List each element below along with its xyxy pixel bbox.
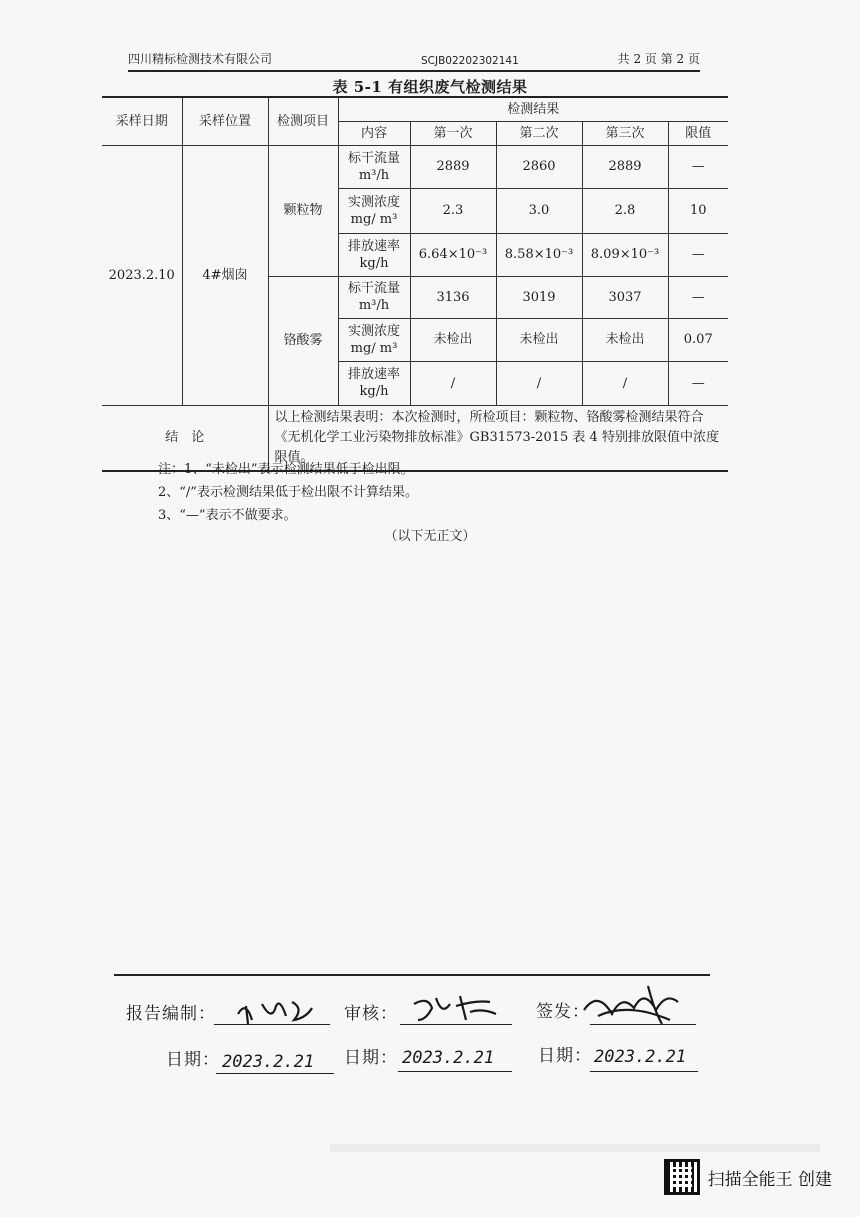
param-cell — [338, 276, 410, 318]
header-limit: 限值 — [668, 121, 728, 145]
header-results: 检测结果 — [338, 97, 728, 121]
limit-cell: 0.07 — [668, 318, 728, 361]
param-unit: mg/ m³ — [350, 340, 398, 356]
date-line-1 — [216, 1073, 334, 1074]
value-cell: 2.3 — [410, 188, 496, 233]
notes — [158, 458, 418, 527]
param-unit: m³/h — [358, 298, 390, 313]
note-2: 2、“/”表示检测结果低于检出限不计算结果。 — [158, 485, 418, 500]
results-table — [102, 96, 728, 472]
param-cell — [338, 233, 410, 276]
end-of-text: （以下无正文） — [384, 529, 476, 544]
param-cell — [338, 318, 410, 361]
param-unit: kg/h — [359, 255, 389, 271]
header-first: 第一次 — [410, 121, 496, 145]
param-name: 排放速率 — [347, 238, 400, 254]
limit-cell: — — [668, 361, 728, 405]
scanner-footer — [664, 1159, 832, 1195]
limit-cell: 10 — [668, 188, 728, 233]
value-cell: 8.09×10⁻³ — [582, 233, 668, 276]
page-indicator: 共 2 页 第 2 页 — [617, 52, 700, 66]
sampling-date: 2023.2.10 — [102, 145, 182, 405]
conclusion-label: 结 论 — [102, 405, 268, 471]
date-value-3: 2023.2.21 — [594, 1047, 687, 1067]
param-name: 标干流量 — [347, 150, 400, 166]
date-label-3: 日期： — [538, 1046, 592, 1066]
value-cell: 2889 — [410, 145, 496, 188]
param-name: 实测浓度 — [347, 194, 400, 210]
limit-cell: — — [668, 145, 728, 188]
table-row — [102, 145, 728, 188]
value-cell: 3019 — [496, 276, 582, 318]
signature-divider — [114, 974, 710, 976]
date-value-1: 2023.2.21 — [222, 1052, 315, 1072]
value-cell: / — [496, 361, 582, 405]
table-header-row — [102, 97, 728, 121]
sampling-location: 4#烟囱 — [182, 145, 268, 405]
value-cell: 2.8 — [582, 188, 668, 233]
date-line-3 — [590, 1071, 698, 1072]
note-1: 注：1、“未检出”表示检测结果低于检出限。 — [158, 462, 414, 477]
item-name: 颗粒物 — [268, 145, 338, 276]
header-content: 内容 — [338, 121, 410, 145]
header-location: 采样位置 — [182, 97, 268, 145]
value-cell: 8.58×10⁻³ — [496, 233, 582, 276]
value-cell: 3037 — [582, 276, 668, 318]
date-label-2: 日期： — [344, 1048, 398, 1068]
header-date: 采样日期 — [102, 97, 182, 145]
review-signature — [410, 990, 504, 1026]
scanner-brand: 扫描全能王 创建 — [707, 1169, 832, 1190]
param-name: 排放速率 — [347, 367, 400, 382]
date-label-1: 日期： — [166, 1050, 220, 1070]
header-second: 第二次 — [496, 121, 582, 145]
param-name: 标干流量 — [347, 281, 400, 296]
compile-label: 报告编制： — [126, 1004, 216, 1024]
param-unit: m³/h — [358, 167, 390, 183]
header-item: 检测项目 — [268, 97, 338, 145]
company-name: 四川精标检测技术有限公司 — [128, 52, 273, 66]
conclusion-text: 以上检测结果表明：本次检测时，所检项目：颗粒物、铬酸雾检测结果符合《无机化学工业污染物排放标准》GB31573-2015 表 4 特别排放限值中浓度限值。 — [268, 405, 728, 471]
value-cell: 未检出 — [582, 318, 668, 361]
issue-signature — [578, 980, 688, 1028]
table-title: 表 5-1 有组织废气检测结果 — [332, 78, 528, 96]
param-cell — [338, 361, 410, 405]
param-unit: mg/ m³ — [350, 211, 398, 227]
page-header — [128, 48, 700, 72]
qr-code-icon — [664, 1159, 700, 1195]
date-line-2 — [398, 1071, 512, 1072]
param-cell — [338, 145, 410, 188]
value-cell: / — [410, 361, 496, 405]
item-name: 铬酸雾 — [268, 276, 338, 405]
value-cell: 6.64×10⁻³ — [410, 233, 496, 276]
limit-cell: — — [668, 233, 728, 276]
limit-cell: — — [668, 276, 728, 318]
report-number: SCJB02202302141 — [421, 55, 519, 67]
param-unit: kg/h — [359, 384, 389, 399]
value-cell: 3136 — [410, 276, 496, 318]
param-name: 实测浓度 — [347, 323, 400, 339]
value-cell: 2860 — [496, 145, 582, 188]
value-cell: 未检出 — [410, 318, 496, 361]
value-cell: / — [582, 361, 668, 405]
issue-label: 签发： — [536, 1002, 590, 1022]
scan-artifact — [330, 1144, 820, 1152]
value-cell: 未检出 — [496, 318, 582, 361]
header-third: 第三次 — [582, 121, 668, 145]
review-label: 审核： — [344, 1004, 398, 1024]
param-cell — [338, 188, 410, 233]
note-3: 3、“—”表示不做要求。 — [158, 508, 297, 523]
date-value-2: 2023.2.21 — [402, 1048, 495, 1068]
value-cell: 3.0 — [496, 188, 582, 233]
compile-signature — [232, 994, 322, 1028]
value-cell: 2889 — [582, 145, 668, 188]
